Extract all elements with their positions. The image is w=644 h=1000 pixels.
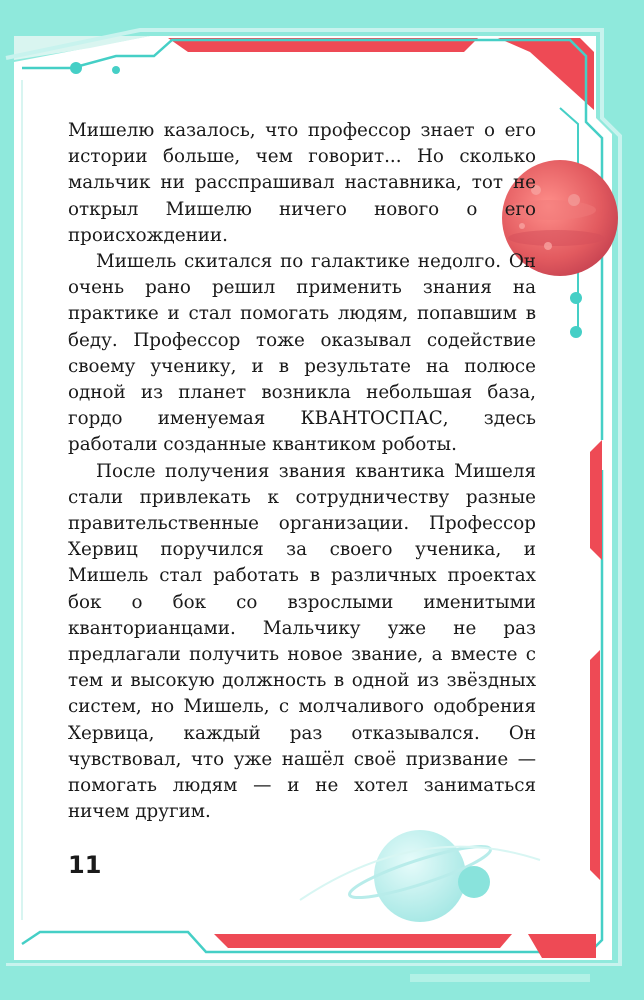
bottom-band bbox=[0, 966, 644, 1000]
paragraph-3: После получения звания квантика Мишеля стали привлекать к сотрудничеству разные правительственные организации. Профессор Хервиц поручился за своего ученика, и Мишель стал работать в различных проектах бок о бок со взрослыми именитыми кванторианцами. Мальчику уже не раз предлагали получить новое звание, а вместе с тем и высокую должность в одной из звёздных систем, но Мишель, с молчаливого одобрения Хервица, каждый раз отказывался. Он чувствовал, что уже нашёл своё призвание — помогать людям — и не хотел заниматься ничем другим. bbox=[68, 460, 536, 823]
red-accent-bottom bbox=[214, 934, 512, 948]
paragraph-1: Мишелю казалось, что профессор знает о его истории больше, чем говорит... Но сколько мальчик ни расспрашивал наставника, тот не открыл Мишелю ничего нового о его происхождении. bbox=[68, 120, 536, 246]
frame-dot bbox=[570, 292, 582, 304]
red-accent-right-2 bbox=[590, 650, 600, 880]
frame-dot bbox=[70, 62, 82, 74]
page-text bbox=[68, 118, 536, 825]
paragraph-2: Мишель скитался по галактике недолго. Он очень рано решил применить знания на практике и стал помогать людям, попавшим в беду. Профессор тоже оказывал содействие своему ученику, и в результате на полюсе одной из планет возникла небольшая база, гордо именуемая КВАНТОСПАС, здесь работали созданные квантиком роботы. bbox=[68, 251, 536, 456]
frame-dot bbox=[112, 66, 120, 74]
frame-dot bbox=[570, 326, 582, 338]
bottom-band-stripe bbox=[410, 974, 590, 982]
red-accent-right bbox=[590, 440, 602, 560]
page-number: 11 bbox=[68, 851, 102, 879]
